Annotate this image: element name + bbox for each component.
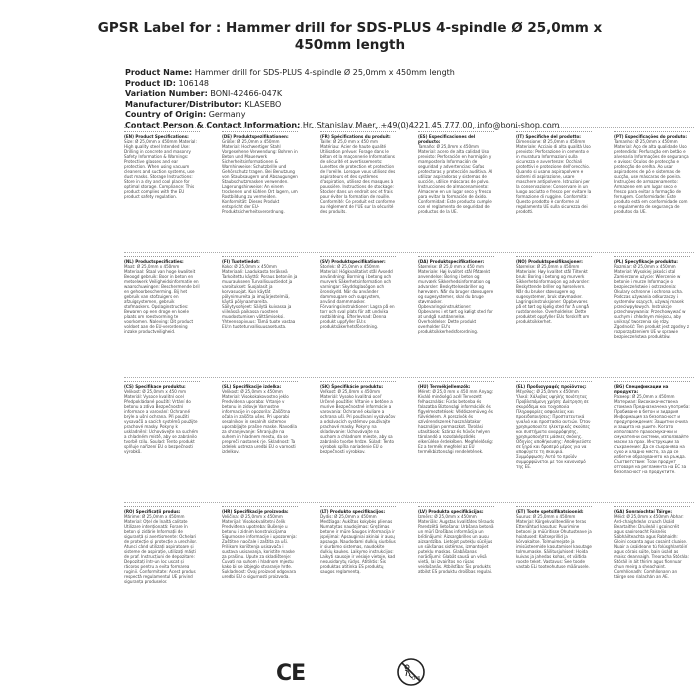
spec-block-text: Méret: Ø 25,0 mm x 450 mm Anyag: Kiváló minőségű acél Tervezett felhasználás: Fúrás betonba és falazatba Biztonsági információk és figyelmeztetések: Védőszemüveg és fülvédelem. A porszívók és szívórendszerek használatakor használjon pormaszkot. Tárolási utasítások: Száraz és hűvös helyen tárolandó a rozsdaképződés elkerülése érdekében. Megfelelőség: Ez a termék megfelel az EU termékbiztonsági rendeletének. — [418, 389, 494, 454]
spec-block-heading: (DE) Produktspezifikationen: — [222, 134, 289, 139]
page-title — [0, 20, 700, 54]
spec-block — [614, 381, 690, 491]
row-separator — [124, 377, 694, 378]
spec-block-heading: (FR) Spécifications du produit: — [320, 134, 391, 139]
meta-label: Manufacturer/Distributor: — [125, 99, 242, 109]
meta-row — [125, 110, 560, 121]
meta-value: Hammer drill for SDS-PLUS 4-spindle Ø 25,0mm x 450mm length — [194, 68, 455, 77]
spec-block-heading: (BG) Спецификации на продукта: — [614, 384, 669, 394]
certification-marks — [0, 656, 700, 696]
spec-block-heading: (FI) Tuotetiedot: — [222, 259, 260, 264]
ce-mark-icon: CE — [276, 661, 306, 686]
spec-block-text: Размер: Ø 25,0mm x 450mm Материал: Висококачествена стомана Предназначена употреба: Пробиване в бетон и зидария Информация за безопасност и предупреждения: Защитни очила и защита на ушите. Когато използвате прахосмукачки и смукателни системи, използвайте маски за прах. Инструкции за съхранение: Да се съхранява на сухо и хладно място, за да се избегне образуването на ръжда. Съответствие: Този продукт отговаря на регламента на ЕС за безопасност на продуктите. — [614, 394, 690, 474]
spec-block — [320, 381, 396, 491]
spec-block-text: Koko: Ø 25,0mm x 450mm Materiaali: Laadukasta teräkseä Tarkoitettu käyttö: Poraus betoniin ja muuraukseen Turvallisuustiedot ja varoitukset: Suojalasit ja korvasuojat. Kun käytät pölynimureita ja imujärjestelmiä, käytä pölynaamareita. Säilytysohjeet: Säilytä kuivassa ja viileässä paikassa ruosteen muodostumisen välttämiseksi. Yhteensopivuus: Tämä tuote vastaa EU:n tuoteturvallisuusasetusta. — [222, 264, 298, 329]
product-meta — [125, 68, 560, 131]
meta-row — [125, 79, 560, 90]
spec-block — [418, 256, 494, 366]
spec-block-text: Rozmiar: Ø 25,0mm x 450mm Materiał: Wysokiej jakości stal Zamierzone użycie: Wiercenie w betonie i murze Informacje o bezpieczeństwie i ostrzeżenia: Okulary ochronne i ochrona ucha. Podczas używania odkurzaczy i systemów ssących, używaj masek przeciwpyłowych. Instrukcje przechowywania: Przechowywać w suchym i chłodnym miejscu, aby uniknąć tworzenia się rdzy. Zgodność: Ten produkt jest zgodny z rozporządzeniem UE w sprawie bezpieczeństwa produktów. — [614, 264, 690, 339]
spec-block — [222, 256, 298, 366]
spec-block-text: Μέγεθος: Ø 25,0mm x 450mm Υλικό: Χάλυβας υψηλής ποιότητας Προβλεπόμενη χρήση: Διάτρηση σε σκυρόδεμα και τοιχοποιία Πληροφορίες ασφαλείας και προειδοποιήσεις: Προστατευτικά γυαλιά και προστασία αυτιών. Όταν χρησιμοποιείτε ηλεκτρικές σκούπες και συστήματα αναρρόφησης, χρησιμοποιήστε μάσκες σκόνης. Οδηγίες αποθήκευσης: Αποθηκεύστε σε ξηρό και δροσερό μέρος για να αποφύγετε τη σκουριά. Συμμόρφωση: Αυτό το προϊόν συμμορφώνεται με τον κανονισμό της ΕΕ. — [516, 389, 592, 469]
spec-block — [418, 381, 494, 491]
meta-row — [125, 68, 560, 79]
spec-block-heading: (PL) Specyfikacje produktu: — [614, 259, 678, 264]
spec-block-heading: (EN) Product Specifications: — [124, 134, 189, 139]
spec-block — [124, 256, 200, 366]
spec-block-text: Størrelse: Ø 25,0 mm x 450 mm Materiale: Høj kvalitet stål Påtænkt anvendelse: Boring i beton og murværk Sikkerhedsinformation og advarsler: Beskyttelsesbriller og høreværn. Når du bruger støvsugere og sugesystemer, skal du bruge støvmasker. Opbevaringsinstruktioner: Opbevares i et tørt og køligt sted for at undgå rustdannelse. Overholdelse: Dette produkt overholder EU's produktsikkerhedsforordning. — [418, 264, 494, 334]
spec-block — [124, 381, 200, 491]
spec-block — [418, 131, 494, 241]
meta-row — [125, 121, 560, 132]
spec-block-heading: (NL) Productspecificaties: — [124, 259, 184, 264]
meta-value: KLASEBO — [244, 99, 282, 109]
spec-block-text: Velikost: Ø 25,0mm x 450mm Material: Visokokakovostno jeklo Predvidena uporaba: Vrtanje v betonu in zidovje Varnostne informacije in opozorila: Zaščitna očala in zaščita ušes. Pri uporabi sesalnikov in sesalnih sistemov uporabljajte prašne maske. Navodila za shranjevanje: Shranjujte na suhem in hladnem mestu, da se prepreči nastanek rje. Skladnost: Ta izdelek ustreza uredbi EU o varnosti izdelkov. — [222, 389, 298, 454]
spec-block-heading: (ET) Toote spetsifikatsioonid: — [516, 509, 584, 514]
spec-block-text: Størrelse: Ø 25,0mm x 450mm Materiale: Høy kvalitet stål Tiltenkt bruk: Boring i betong og murverk Sikkerhetsinformasjon og advarsler: Beskyttende briller og hørselvern. Når du bruker støvsugere og sugesystemer, bruk støvmasker. Lagringsinstruksjoner: Oppbevares på et tørt og kjølig sted for å unngå rustdannelse. Overholdelse: Dette produktet oppfyller EUs forskrift om produktsikkerhet. — [516, 264, 590, 324]
spec-block — [124, 506, 200, 616]
spec-block — [320, 506, 396, 616]
spec-block-text: Maat: Ø 25,0mm x 450mm Materiaal: Staal van hoge kwaliteit Beoogd gebruik: Boor in beton en metselwerk Veiligheidsinformatie en waarschuwingen: Beschermende bril en gehoorbescherming. Bij het gebruik van stofzuigers en afzuigsystemen, gebruik stofmaskers. Opslaginstructies: Bewaren op een droge en koele plaats om roestvorming te voorkomen. Naleving: Dit product voldoet aan de EU-verordening inzake productveiligheid. — [124, 264, 200, 334]
spec-block — [320, 131, 396, 241]
spec-block-text: Taille: Ø 25,0 mm x 450 mm Matériau: Acier de haute qualité Utilisation prévue: Forage dans le béton et la maçonnerie Informations de sécurité et avertissements: Lunettes de protection et protection de l'oreille. Lorsque vous utilisez des aspirateurs et des systèmes d'aspiration, utilisez des masques à poussière. Instructions de stockage: Stocker dans un endroit sec et frais pour éviter la formation de rouille. Conformité: Ce produit est conforme au règlement de l'UE sur la sécurité des produits. — [320, 139, 396, 214]
spec-block-text: Dimensione: Ø 25,0mm x 450mm Materiale: Acciaio di alta qualità Uso previsto: Perforazione in cemento e in muratura Informazioni sulla sicurezza e avvertenze: Occhiali protettivi e protezione dell'orecchio. Quando si usano aspirapolvere e sistemi di aspirazione, usare maschere antipolvere. Istruzioni per la conservazione: Conservare in un luogo asciutto e fresco per evitare la formazione di ruggine. Conformità: Questo prodotto è conforme al regolamento UE sulla sicurezza dei prodotti. — [516, 139, 592, 214]
meta-row — [125, 89, 560, 100]
spec-block — [222, 131, 298, 241]
spec-block-heading: (HR) Specifikacije proizvoda: — [222, 509, 289, 514]
spec-block-text: Velikost: Ø 25,0mm x 450 mm Materiál: Vysoce kvalitní ocel Předpokládané použití: Vrtání do betonu a zdiva Bezpečnostní informace a varování: Ochranné brýle a ušní ochrana. Při použití vysavačů a sacích systémů použijte prachové masky. Pokyny k uskladnění: Uchovávejte na suchém a chladném místě, aby se zabránilo tvorbě rzilu. Soulad: Tento produkt splňuje nařízení EU o bezpečnosti výrobků. — [124, 389, 199, 454]
spec-block-text: Tamanho: Ø 25,0mm x 450mm Material: Aço de alta qualidade Uso pretendido: Perfuração em betão e alvenaria Informações de segurança e avisos: Óculos de protecção e protecção de orelha. Ao usar aspiradores de pó e sistemas de sucção, use máscaras de poeira. Instruções de armazenamento: Armazene em um lugar seco e fresco para evitar a formação de ferrugem. Conformidade: Este produto está em conformidade com o regulamento de segurança de produtos da UE. — [614, 139, 689, 214]
spec-block — [320, 256, 396, 366]
spec-block-heading: (SK) Špecifikácie produktu: — [320, 384, 384, 389]
row-separator — [124, 502, 694, 503]
spec-block-text: Größe: Ø 25,0mm x 450mm Material: Hochwertiger Stahl Vorgesehene Verwendung: Bohren in Beton und Mauerwerk Sicherheitsinformationen & Warnhinweise: Schutzbrille und Gehörschutz tragen. Bei Benutzung von Staubsaugern und Absaugungen Staubschutzmasken verwenden. Lagerungshinweise: An einem trockenen und kühlen Ort lagern, um Rostbildung zu vermeiden. Konformität: Dieses Produkt entspricht der EU-Produktsicherheitsverordnung. — [222, 139, 298, 214]
spec-block — [516, 256, 592, 366]
meta-value: BONI-42466-047K — [210, 89, 283, 98]
spec-block-heading: (EL) Προδιαγραφές προϊόντος: — [516, 384, 587, 389]
spec-block — [614, 131, 690, 241]
spec-block — [516, 381, 592, 491]
spec-block — [222, 506, 298, 616]
svg-text:0-3: 0-3 — [412, 676, 421, 682]
spec-block — [222, 381, 298, 491]
meta-label: Country of Origin: — [125, 110, 207, 119]
spec-block — [614, 256, 690, 366]
spec-block — [614, 506, 690, 616]
meta-row — [125, 100, 560, 111]
meta-value: Germany — [208, 110, 246, 119]
spec-block-text: Veľkosť: Ø 25,0mm x 450mm Materiál: Vysoko kvalitná oceľ Určené použitie: Vŕtanie v betóne a murive Bezpečnostné informácie a varovania: Ochranné okuliare a ochrana uší. Pri používaní vysávačov a odsávacích systémov používajte prachové masky. Pokyny na skladovanie: Uchovávajte na suchom a chladnom mieste, aby sa zabránilo tvorbe hrdze. Súlad: Tento výrobok spĺňa nariadenie EÚ o bezpečnosti výrobkov. — [320, 389, 396, 454]
spec-block-text: Suurus: Ø 25,0mm x 450mm Materjal: Kõrgekvaliteediline teras Ettenähtud kasutus: Puurimine betooni ja müüritisse Ohutusteave ja hoiatused: Kaitseprillid ja kõrvakaitse. Tolmuimejate ja imisüsteemide kasutamisel kasutage tolmumaske. Säilitusjuhised: Hoida kuivas ja jahedas kohas, et vältida rooste teket. Vastavus: See toode vastab ELi tooteohutuse määrusele. — [516, 514, 592, 569]
spec-block-text: Mărime: Ø 25,0mm x 450mm Material: Oțel de înaltă calitate Utilizare intenționată: Forare în beton și zidărie Informații de siguranță și avertismente: Ochelari de protecție și protecție a urechilor. Atunci când utilizați aspiratoare și sisteme de aspirație, utilizați măști de praf. Instrucțiuni de depozitare: Depozitați într-un loc uscat și răcoros pentru a evita formarea ruginii. Conformitate: Acest produs respectă regulamentul UE privind siguranța produselor. — [124, 514, 198, 584]
spec-block-heading: (NO) Produktspesifikasjoner: — [516, 259, 583, 264]
spec-block-heading: (GA) Sonraíochtaí Táirge: — [614, 509, 673, 514]
spec-block-heading: (DA) Produktspecifikationer: — [418, 259, 485, 264]
spec-block-heading: (HU) Termékjellemzők: — [418, 384, 471, 389]
row-separator — [124, 252, 694, 253]
meta-label: Product ID: — [125, 78, 176, 88]
spec-block-heading: (ES) Especificaciones del producto: — [418, 134, 476, 144]
spec-block-heading: (SL) Specifikacije izdelka: — [222, 384, 282, 389]
spec-block-heading: (RO) Specificații produs: — [124, 509, 181, 514]
spec-block-text: Tamaño: Ø 25,0mm x 450mm Material: acero de alta calidad Uso previsto: Perforación en hormigón y mampostería Información de seguridad y advertencias: Gafas protectoras y protección auditiva. Al utilizar aspiradoras y sistemas de succión, utilice máscaras de polvo. Instrucciones de almacenamiento: Almacene en un lugar seco y fresco para evitar la formación de óxido. Conformidad: Este producto cumple con el reglamento de seguridad de productos de la UE. — [418, 144, 493, 214]
meta-value: Hr. Stanislav Maer, +49(0)4221 45 777 00, info@boni-shop.com — [302, 120, 560, 130]
row-separator — [124, 127, 694, 128]
spec-block-heading: (LV) Produkta specifikācijas: — [418, 509, 484, 514]
spec-block — [516, 506, 592, 616]
title-line-1: GPSR Label for : Hammer drill for SDS-PLUS 4-spindle Ø 25,0mm x — [97, 20, 603, 36]
title-line-2: 450mm length — [294, 37, 406, 53]
spec-block — [418, 506, 494, 616]
spec-block-text: Veličina: Ø 25,0mm x 450mm Materijal: Visokokvalitetni čelik Predviđena upotreba: Bušenje u betonu i zidnim konstrukcijama Sigurnosne informacije i upozorenja: Zaštitne naočale i zaštita za uši. Prilikom korištenja usisavača i sustava usisavanja, koristite maske za prašinu. Upute za skladištenje: Čuvati na suhom i hladnom mjestu kako bi se izbjeglo stvaranje hrđe. Sukladnost: Ovaj proizvod odgovara uredbi EU o sigurnosti proizvoda. — [222, 514, 297, 579]
spec-block-heading: (SV) Produktspecifikationer: — [320, 259, 386, 264]
meta-label: Contact Person & Contact Information: — [125, 120, 301, 130]
spec-block-text: Dydis: Ø 25,0mm x 450mm Medžiaga: Aukštos kokybės plienas Numatytas naudojimas: Gręžimas betone ir mūre Saugos informacija ir įspėjimai: Apsauginiai akiniai ir ausų apsauga. Naudodami dulkių siurblius ir siurbimo sistemas, naudokite dulkių kaukes. Laikymo instrukcijos: Laikyti sausoje ir vėsioje vietoje, kad nesusidarytų rūdys. Atitiktis: Šis produktas atitinka ES produktų saugos reglamentą. — [320, 514, 396, 574]
spec-block — [124, 131, 200, 241]
spec-block-text: Méid: Ø 25,0mm x 450mm Ábhar: Ard-chaighdeán cruach Úsáid Beartaithe: Druileáil i gcoincréit agus saoirseacht Faisnéis Sábháilteachta agus Rabhaidh: Gloiní cosanta agus cosaint cluaise. Nuair a úsáideann tú folúsghlantóirí agus córais súite, bain úsáid as maisc deannaigh. Treoracha Stórála: Stóráil in áit thirim agus fionnuar chun meirg a sheachaint. Comhlíonadh: Comhlíonann an táirge seo rialachán an AE. — [614, 514, 689, 579]
spec-block — [516, 131, 592, 241]
spec-block-heading: (LT) Produkto specifikacijos: — [320, 509, 386, 514]
meta-label: Product Name: — [125, 68, 193, 77]
meta-label: Variation Number: — [125, 89, 208, 98]
not-for-children-icon — [395, 656, 427, 688]
spec-block-heading: (PT) Especificações do produto: — [614, 134, 688, 139]
meta-value: 106148 — [178, 78, 209, 88]
spec-block-text: Size: Ø 25,0mm x 450mm Material: High quality steel Intended Use: Drilling in concrete and masonry Safety Information & Warnings: Protective glasses and ear protection. When using vacuum cleaners and suction systems, use dust masks. Storage Instructions: Store in a dry and cool place for optimal storage. Compliance: This product complies with the EU product safety regulation. — [124, 139, 197, 199]
spec-block-heading: (CS) Specifikace produktu: — [124, 384, 186, 389]
spec-block-heading: (IT) Specifiche del prodotto: — [516, 134, 581, 139]
spec-block-text: Izmērs: Ø 25,0mm x 450mm Materiāls: Augstas kvalitātes tērauds Paredzētā lietošana: Urbšana betonā un mūrī Drošības informācija un brīdinājumi: Aizsargbrilles un ausu aizsardzība. Lietojot putekļu sūcējus un sūkšanas sistēmas, izmantojiet putekļu maskas. Glabāšanas norādījumi: Glabāt sausā un vēsā vietā, lai izvairītos no rūsas veidošanās. Atbilstība: Šis produkts atbilst ES produktu drošības regulai. — [418, 514, 494, 574]
spec-block-text: Storlek: Ø 25,0mm x 450mm Material: Högkvalitativt stål Avsedd användning: Borrning i betong och murverk Säkerhetsinformation och varningar: Skyddsglasögon och öronskydd. När du använder dammsugare och sugsystem, använd dammmasker. Förvaringsinstruktioner: Lagra på en torr och sval plats för att undvika rostbildning. Efterlevnad: Denna produkt uppfyller EU:s produktsäkerhetsförordning. — [320, 264, 395, 329]
